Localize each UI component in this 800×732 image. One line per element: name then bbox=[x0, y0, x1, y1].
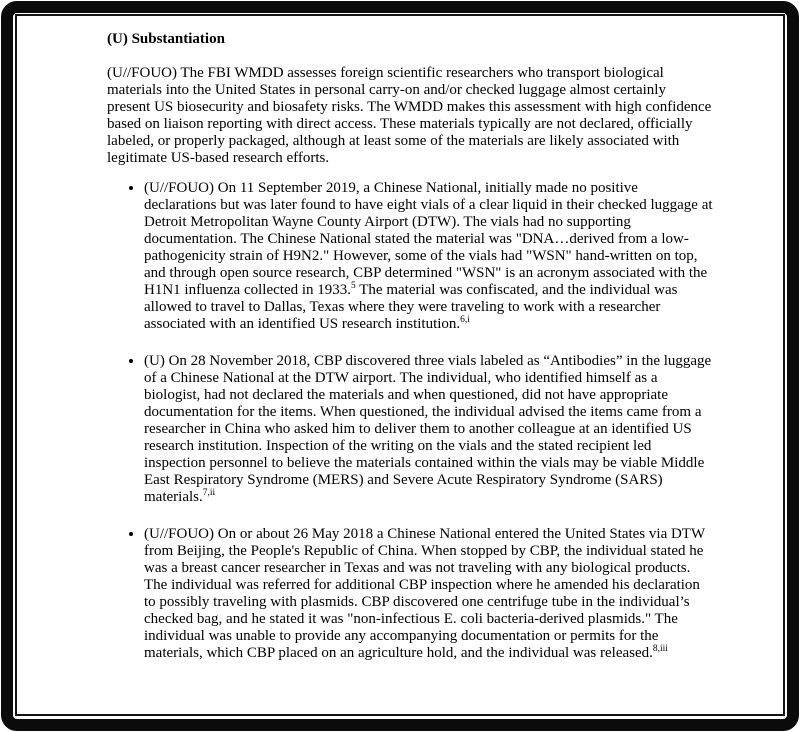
incident-item-3: • (U//FOUO) On or about 26 May 2018 a Chinese National entered the United States via DTW from Beijing, the People's Republic of China. When stopped by CBP, the individual stated he was a breast cancer researcher in Texas and was not traveling with any biological products. The individual was referred for additional CBP inspection where he amended his declaration to possibly traveling with plasmids. CBP discovered one centrifuge tube in the individual’s checked bag, and he stated it was "non-infectious E. coli bacteria-derived plasmids." The individual was unable to provide any accompanying documentation or permits for the materials, which CBP placed on an agriculture hold, and the individual was released.$^{8,iii}$ bbox=[144, 525, 713, 662]
section-heading: (U) Substantiation bbox=[107, 31, 225, 47]
incident-item-1: • (U//FOUO) On 11 September 2019, a Chinese National, initially made no positive declarations but was later found to have eight vials of a clear liquid in their checked luggage at Detroit Metropolitan Wayne County Airport (DTW). The vials had no supporting documentation. The Chinese National stated the material was "DNA…derived from a low-pathogenicity strain of H9N2." However, some of the vials had "WSN" hand-written on top, and through open source research, CBP determined "WSN" is an acronym associated with the H1N1 influenza collected in 1933.$^5$ The material was confiscated, and the individual was allowed to travel to Dallas, Texas where they were traveling to work with a researcher associated with an identified US research institution.$^{6,i}$ bbox=[144, 179, 713, 333]
incident-item-2: • (U) On 28 November 2018, CBP discovered three vials labeled as “Antibodies” in the luggage of a Chinese National at the DTW airport. The individual, who identified himself as a biologist, had not declared the materials and when questioned, did not have appropriate documentation for the items. When questioned, the individual advised the items came from a researcher in China who asked him to deliver them to another colleague at an identified US research institution. Inspection of the writing on the vials and the stated recipient led inspection personnel to believe the materials contained within the vials may be viable Middle East Respiratory Syndrome (MERS) and Severe Acute Respiratory Syndrome (SARS) materials.$^{7,ii}$ bbox=[144, 352, 713, 506]
intro-paragraph: (U//FOUO) The FBI WMDD assesses foreign scientific researchers who transport biological materials into the United States in personal carry-on and/or checked luggage almost certainly present US biosecurity and biosafety risks. The WMDD makes this assessment with high confidence based on liaison reporting with direct access. These materials typically are not declared, officially labeled, or properly packaged, although at least some of the materials are likely associated with legitimate US-based research efforts. bbox=[107, 65, 712, 166]
incident-list bbox=[107, 179, 713, 662]
document-page bbox=[15, 14, 785, 716]
